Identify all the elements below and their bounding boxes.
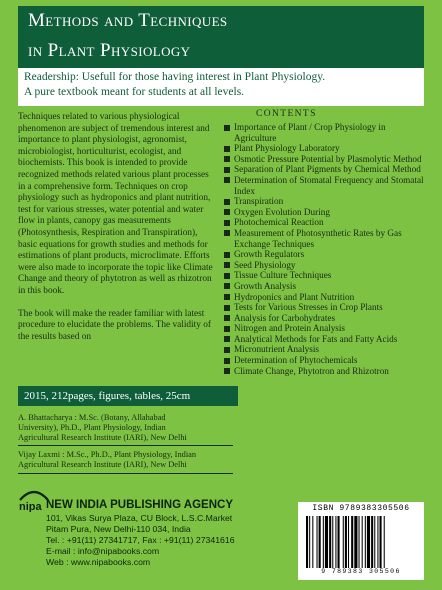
bullet-icon — [224, 146, 230, 152]
barcode-bar — [319, 516, 321, 568]
contents-item — [224, 366, 424, 377]
contents-item — [224, 323, 424, 334]
bullet-icon — [224, 209, 230, 215]
barcode-bar — [312, 516, 313, 568]
bullet-icon — [224, 368, 230, 374]
author-2-line-2: Agricultural Research Institute (IARI), New Delhi — [18, 460, 187, 469]
bullet-icon — [224, 177, 230, 183]
author-bhattacharya — [18, 413, 228, 443]
contents-item-label: Measurement of Photosynthetic Rates by Gas Exchange Techniques — [234, 227, 402, 249]
description-paragraph-2: The book will make the reader familiar with latest procedure to elucidate the problems. The validity of the results based on — [18, 308, 211, 342]
barcode-bar — [309, 516, 310, 568]
contents-item-label: Micronutrient Analysis — [234, 344, 319, 355]
contents-item — [224, 154, 424, 165]
contents-item — [224, 313, 424, 324]
contents-item-label: Separation of Plant Pigments by Chemical Method — [234, 164, 421, 175]
contents-item — [224, 344, 424, 355]
contents-item-label: Photochemical Reaction — [234, 217, 324, 228]
contents-item — [224, 292, 424, 303]
contents-heading: CONTENTS — [256, 109, 317, 119]
isbn-text: ISBN 9789383305506 — [312, 504, 410, 513]
book-info-band: 2015, 212pages, figures, tables, 25cm — [18, 386, 238, 406]
publisher-email: E-mail : info@nipabooks.com — [46, 546, 160, 556]
readership-line-1: Readership: Usefull for those having interest in Plant Physiology. — [24, 71, 326, 83]
contents-item — [224, 164, 424, 175]
contents-list — [224, 122, 424, 376]
publisher-web: Web : www.nipabooks.com — [46, 557, 151, 567]
bullet-icon — [224, 199, 230, 205]
bullet-icon — [224, 125, 230, 131]
bullet-icon — [224, 273, 230, 279]
barcode-bar — [332, 516, 333, 568]
author-laxmi — [18, 450, 228, 470]
contents-item — [224, 217, 424, 228]
contents-item — [224, 355, 424, 366]
barcode-bar — [354, 516, 357, 568]
readership-line-2: A pure textbook meant for students at all levels. — [24, 86, 245, 98]
barcode-bar — [359, 516, 360, 568]
bullet-icon — [224, 347, 230, 353]
contents-item-label: Tests for Various Stresses in Crop Plants — [234, 302, 383, 313]
nipa-logo-text: nipa — [19, 501, 42, 512]
barcode-bar — [377, 516, 378, 568]
contents-item-label: Analysis for Carbohydrates — [234, 312, 336, 323]
barcode-bar — [348, 516, 349, 568]
publisher-tel: Tel. : +91(11) 27341717, Fax : +91(11) 27341616 — [46, 535, 235, 545]
title-line-2: in Plant Physiology — [28, 40, 191, 61]
barcode-bar — [343, 516, 344, 568]
publisher-name: NEW INDIA PUBLISHING AGENCY — [46, 499, 233, 511]
barcode-bar — [345, 516, 347, 568]
contents-item-label: Determination of Phytochemicals — [234, 355, 358, 366]
readership-box — [18, 68, 424, 106]
contents-item — [224, 122, 424, 143]
author-1-line-1: A. Bhattacharya : M.Sc. (Botany, Allahabad — [18, 413, 166, 422]
barcode-bar — [384, 516, 385, 568]
barcode-bar — [362, 516, 363, 568]
contents-item — [224, 175, 424, 196]
author-divider — [18, 445, 233, 446]
publisher-address-2: Pitam Pura, New Delhi-110 034, India — [46, 524, 191, 534]
bullet-icon — [224, 252, 230, 258]
bullet-icon — [224, 262, 230, 268]
contents-item-label: Plant Physiology Laboratory — [234, 143, 340, 154]
barcode-bar — [338, 516, 340, 568]
bullet-icon — [224, 326, 230, 332]
contents-item-label: Hydroponics and Plant Nutrition — [234, 291, 355, 302]
contents-item-label: Determination of Stomatal Frequency and Stomatal Index — [234, 174, 424, 196]
contents-item-label: Oxygen Evolution During — [234, 206, 330, 217]
barcode-bar — [329, 516, 331, 568]
contents-item — [224, 143, 424, 154]
title-line-1: Methods and Techniques — [28, 10, 228, 31]
contents-item-label: Tissue Culture Techniques — [234, 270, 332, 281]
contents-item — [224, 302, 424, 313]
contents-item-label: Osmotic Pressure Potential by Plasmolytic Method — [234, 153, 422, 164]
bullet-icon — [224, 156, 230, 162]
barcode-bar — [365, 516, 366, 568]
contents-item-label: Growth Regulators — [234, 249, 305, 260]
publisher-address-1: 101, Vikas Surya Plaza, CU Block, L.S.C.Market — [46, 513, 233, 523]
barcode-bar — [367, 516, 370, 568]
contents-item — [224, 281, 424, 292]
bullet-icon — [224, 230, 230, 236]
contents-item — [224, 196, 424, 207]
description — [18, 112, 214, 343]
contents-item — [224, 334, 424, 345]
barcode-digits: 9 789383 305506 — [321, 568, 401, 575]
contents-item — [224, 228, 424, 249]
contents-item — [224, 260, 424, 271]
contents-item — [224, 270, 424, 281]
contents-item-label: Growth Analysis — [234, 280, 297, 291]
contents-item-label: Transpiration — [234, 196, 284, 207]
contents-item-label: Importance of Plant / Crop Physiology in Agriculture — [234, 122, 386, 143]
contents-item-label: Nitrogen and Protein Analysis — [234, 323, 346, 334]
title-band — [18, 6, 424, 68]
barcode-bar — [351, 516, 353, 568]
author-2-line-1: Vijay Laxmi : M.Sc., Ph.D., Plant Physiology, Indian — [18, 450, 197, 459]
barcode-bar — [380, 516, 382, 568]
bullet-icon — [224, 220, 230, 226]
bullet-icon — [224, 315, 230, 321]
bullet-icon — [224, 167, 230, 173]
contents-item — [224, 207, 424, 218]
bullet-icon — [224, 294, 230, 300]
description-paragraph-1: Techniques related to various physiological phenomenon are subject of tremendous interest and importance to plant physiologist, agronomist, microbiologist, horticulturist, ecologist, and biochemists. This book is intended to provide recognized methods related various plant processes in a comprehensive form. Techniques on crop physiology such as hydroponics and plant nutrition, test for various stresses, water potential and water flow in plants, canopy gas measurements (Photosynthesis, Respiration and Transpiration), basic equations for growth studies and methods for estimations of plant products, microclimate. Efforts were also made to incorporate the topic like Climate Change and theory of phytotron as well as rhizotron in this book. — [18, 112, 213, 296]
author-1-line-3: Agricultural Research Institute (IARI), New Delhi — [18, 433, 187, 442]
barcode-box — [298, 502, 424, 580]
barcode-bar — [323, 516, 324, 568]
barcode-bar — [335, 516, 336, 568]
bullet-icon — [224, 305, 230, 311]
barcode-bars — [304, 516, 418, 568]
contents-item — [224, 249, 424, 260]
barcode-bar — [317, 516, 318, 568]
contents-item-label: Climate Change, Phytotron and Rhizotron — [234, 365, 389, 376]
contents-item-label: Seed Physiology — [234, 259, 296, 270]
bullet-icon — [224, 283, 230, 289]
author-1-line-2: University), Ph.D., Plant Physiology, Indian — [18, 423, 166, 432]
barcode-bar — [374, 516, 375, 568]
barcode-bar — [306, 516, 308, 568]
bullet-icon — [224, 336, 230, 342]
barcode-bar — [371, 516, 373, 568]
author-bottom-divider — [18, 473, 233, 474]
contents-item-label: Analytical Methods for Fats and Fatty Acids — [234, 333, 398, 344]
barcode-bar — [325, 516, 328, 568]
bullet-icon — [224, 358, 230, 364]
